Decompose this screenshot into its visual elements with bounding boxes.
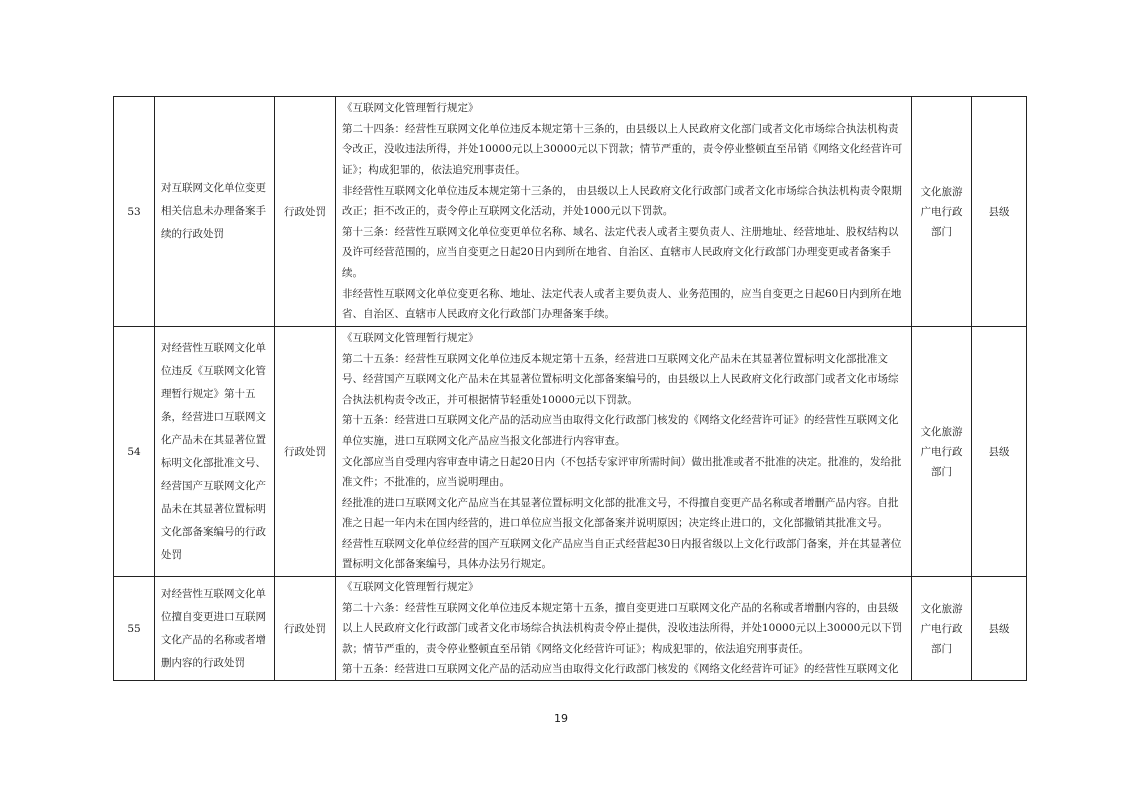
legal-basis-paragraph: 第十五条：经营进口互联网文化产品的活动应当由取得文化行政部门核发的《网络文化经营许可证》的经营性互联网文化 (342, 663, 899, 676)
table-row (114, 327, 1027, 577)
responsible-department: 文化旅游广电行政部门 (912, 577, 972, 681)
legal-basis-paragraph: 《互联网文化管理暂行规定》 (342, 581, 479, 594)
administrative-level: 县级 (972, 97, 1027, 327)
responsible-department: 文化旅游广电行政部门 (912, 97, 972, 327)
table-row (114, 97, 1027, 327)
legal-basis-paragraph: 经批准的进口互联网文化产品应当在其显著位置标明文化部的批准文号，不得擅自变更产品名称或者增删产品内容。自批准之日起一年内未在国内经营的，进口单位应当报文化部备案并说明原因；决定终止进口的，文化部撤销其批准文号。 (342, 496, 899, 530)
legal-basis (336, 327, 912, 577)
item-type: 行政处罚 (275, 327, 336, 577)
legal-basis-paragraph: 第二十五条：经营性互联网文化单位违反本规定第十五条，经营进口互联网文化产品未在其显著位置标明文化部批准文号、经营国产互联网文化产品未在其显著位置标明文化部备案编号的，由县级以上人民政府文化行政部门或者文化市场综合执法机构责令改正，并可根据情节轻重处10000元以下罚款。 (342, 352, 899, 406)
legal-basis-paragraph: 文化部应当自受理内容审查申请之日起20日内（不包括专家评审所需时间）做出批准或者不批准的决定。批准的，发给批准文件；不批准的，应当说明理由。 (342, 455, 902, 489)
administrative-level: 县级 (972, 577, 1027, 681)
legal-basis (336, 577, 912, 681)
legal-basis (336, 97, 912, 327)
item-name: 对互联网文化单位变更相关信息未办理备案手续的行政处罚 (155, 97, 275, 327)
legal-basis-paragraph: 第十五条：经营进口互联网文化产品的活动应当由取得文化行政部门核发的《网络文化经营许可证》的经营性互联网文化单位实施，进口互联网文化产品应当报文化部进行内容审查。 (342, 414, 899, 447)
enforcement-table (113, 96, 1027, 681)
item-type: 行政处罚 (275, 577, 336, 681)
administrative-level: 县级 (972, 327, 1027, 577)
legal-basis-paragraph: 第二十四条：经营性互联网文化单位违反本规定第十三条的，由县级以上人民政府文化部门或者文化市场综合执法机构责令改正，没收违法所得，并处10000元以上30000元以下罚款；情节严重的，责令停业整顿直至吊销《网络文化经营许可证》；构成犯罪的，依法追究刑事责任。 (342, 122, 903, 177)
responsible-department: 文化旅游广电行政部门 (912, 327, 972, 577)
legal-basis-paragraph: 非经营性互联网文化单位违反本规定第十三条的， 由县级以上人民政府文化行政部门或者文化市场综合执法机构责令限期改正；拒不改正的，责令停止互联网文化活动，并处1000元以下罚款。 (342, 184, 902, 218)
page-number: 19 (554, 712, 568, 725)
legal-basis-paragraph: 《互联网文化管理暂行规定》 (342, 102, 479, 115)
item-name: 对经营性互联网文化单位违反《互联网文化管理暂行规定》第十五条，经营进口互联网文化产品未在其显著位置标明文化部批准文号、经营国产互联网文化产品未在其显著位置标明文化部备案编号的行政处罚 (155, 327, 275, 577)
legal-basis-paragraph: 非经营性互联网文化单位变更名称、地址、法定代表人或者主要负责人、业务范围的，应当自变更之日起60日内到所在地省、自治区、直辖市人民政府文化行政部门办理备案手续。 (342, 287, 902, 321)
legal-basis-paragraph: 第十三条：经营性互联网文化单位变更单位名称、域名、法定代表人或者主要负责人、注册地址、经营地址、股权结构以及许可经营范围的，应当自变更之日起20日内到所在地省、自治区、直辖市人民政府文化行政部门办理变更或者备案手续。 (342, 225, 899, 279)
item-type: 行政处罚 (275, 97, 336, 327)
item-name: 对经营性互联网文化单位擅自变更进口互联网文化产品的名称或者增删内容的行政处罚 (155, 577, 275, 681)
legal-basis-paragraph: 《互联网文化管理暂行规定》 (342, 331, 479, 344)
legal-basis-paragraph: 经营性互联网文化单位经营的国产互联网文化产品应当自正式经营起30日内报省级以上文化行政部门备案，并在其显著位置标明文化部备案编号，具体办法另行规定。 (342, 537, 902, 571)
row-number: 53 (114, 97, 155, 327)
row-number: 55 (114, 577, 155, 681)
legal-basis-paragraph: 第二十六条：经营性互联网文化单位违反本规定第十五条，擅自变更进口互联网文化产品的名称或者增删内容的，由县级以上人民政府文化行政部门或者文化市场综合执法机构责令停止提供，没收违法所得，并处10000元以上30000元以下罚款；情节严重的，责令停业整顿直至吊销《网络文化经营许可证》；构成犯罪的，依法追究刑事责任。 (342, 601, 903, 655)
table-row (114, 577, 1027, 681)
row-number: 54 (114, 327, 155, 577)
